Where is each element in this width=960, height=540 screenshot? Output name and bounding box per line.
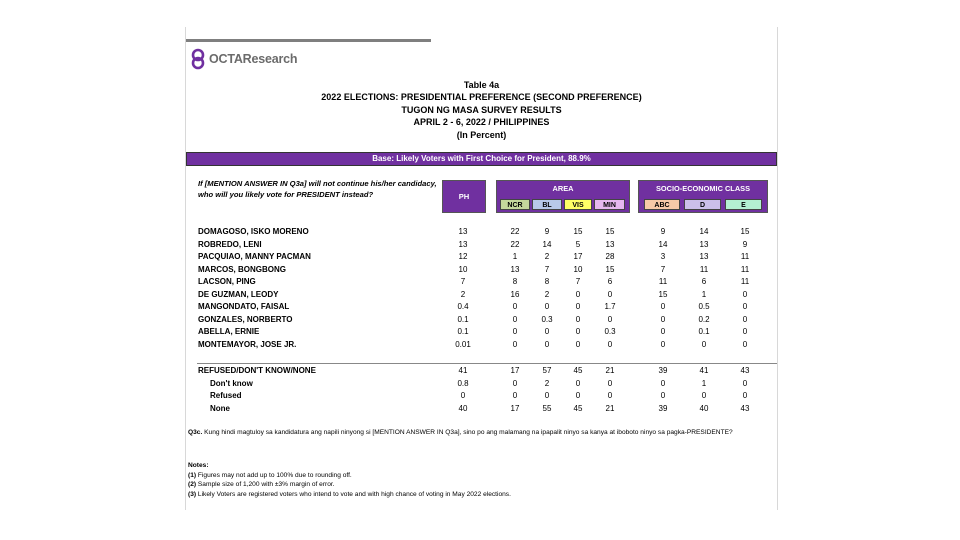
cell-d: 13	[699, 239, 709, 249]
cell-vis: 7	[575, 277, 581, 287]
cell-e: 0	[742, 391, 748, 401]
cell-d: 40	[699, 403, 709, 413]
note-2-num: (2)	[188, 481, 197, 489]
cell-min: 0	[607, 289, 613, 299]
table-title: 2022 ELECTIONS: PRESIDENTIAL PREFERENCE (SECOND PREFERENCE)	[321, 92, 642, 103]
cell-min: 21	[605, 403, 615, 413]
cell-d: 0.2	[698, 314, 710, 324]
table-row	[186, 276, 777, 288]
cell-d: 0.1	[698, 327, 710, 337]
survey-name: TUGON NG MASA SURVEY RESULTS	[401, 104, 562, 115]
cell-min: 0	[607, 339, 613, 349]
table-row	[186, 251, 777, 263]
cell-e: 43	[740, 366, 750, 375]
cell-bl: 55	[542, 403, 552, 413]
cell-e: 0	[742, 314, 748, 324]
cell-d: 41	[699, 366, 709, 375]
cell-ph: 41	[458, 366, 468, 375]
cell-d: 13	[699, 252, 709, 262]
cell-ncr: 8	[512, 277, 518, 287]
cell-e: 11	[740, 277, 750, 287]
cell-e: 15	[740, 227, 750, 236]
cell-ph: 13	[458, 227, 468, 236]
cell-vis: 45	[573, 366, 583, 375]
cell-bl: 9	[544, 227, 550, 236]
cell-abc: 0	[660, 339, 666, 349]
notes	[188, 461, 773, 499]
logo-text: OCTAResearch	[209, 52, 298, 66]
table-row	[186, 339, 777, 351]
cell-ncr: 17	[510, 366, 520, 375]
table-row	[186, 378, 777, 390]
table-row	[186, 403, 777, 415]
cell-e: 43	[740, 403, 750, 413]
report-page	[185, 27, 778, 510]
question-text: If [MENTION ANSWER IN Q3a] will not continue his/her candidacy, who will you likely vote for PRESIDENT instead?	[198, 179, 437, 199]
cell-d: 0	[701, 391, 707, 401]
area-header	[496, 180, 630, 213]
cell-abc: 14	[658, 239, 668, 249]
q3c-text: Kung hindi magtuloy sa kandidatura ang napili ninyong si [MENTION ANSWER IN Q3a], sino po ang malamang na ipapalit ninyo sa kanya at iboboto ninyo sa pagka-PRESIDENTE?	[204, 429, 733, 436]
table-row	[186, 326, 777, 338]
table-row	[186, 264, 777, 276]
cell-ncr: 0	[512, 378, 518, 388]
table-row	[186, 239, 777, 251]
row-label: MONTEMAYOR, JOSE JR.	[198, 339, 297, 349]
cell-vis: 17	[573, 252, 583, 262]
note-3-num: (3)	[188, 490, 197, 498]
cell-ncr: 16	[510, 289, 520, 299]
e-header: E	[725, 199, 762, 210]
cell-e: 11	[740, 264, 750, 274]
row-label: MANGONDATO, FAISAL	[198, 302, 290, 312]
cell-abc: 7	[660, 264, 666, 274]
cell-vis: 0	[575, 378, 581, 388]
d-header: D	[684, 199, 721, 210]
cell-min: 0	[607, 314, 613, 324]
cell-vis: 0	[575, 289, 581, 299]
row-label: DOMAGOSO, ISKO MORENO	[198, 227, 309, 236]
cell-ncr: 22	[510, 227, 520, 236]
row-label: ABELLA, ERNIE	[198, 327, 260, 337]
cell-abc: 0	[660, 391, 666, 401]
cell-bl: 7	[544, 264, 550, 274]
cell-vis: 15	[573, 227, 583, 236]
table-row	[186, 314, 777, 326]
cell-min: 28	[605, 252, 615, 262]
cell-min: 0.3	[604, 327, 616, 337]
cell-ph: 0	[460, 391, 466, 401]
cell-bl: 2	[544, 289, 550, 299]
cell-ncr: 0	[512, 314, 518, 324]
row-label: ROBREDO, LENI	[198, 239, 262, 249]
cell-ph: 7	[460, 277, 466, 287]
cell-min: 15	[605, 264, 615, 274]
note-1-num: (1)	[188, 471, 197, 479]
table-number: Table 4a	[463, 80, 500, 90]
cell-abc: 0	[660, 314, 666, 324]
cell-bl: 2	[544, 378, 550, 388]
cell-bl: 0.3	[541, 314, 553, 324]
row-label: Refused	[210, 391, 242, 401]
cell-ph: 0.8	[457, 378, 469, 388]
sec-header	[638, 180, 768, 213]
octa-logo	[188, 46, 297, 72]
base-bar: Base: Likely Voters with First Choice for President, 88.9%	[186, 152, 777, 166]
cell-e: 11	[740, 252, 750, 262]
note-3: Likely Voters are registered voters who intend to vote and with high chance of voting in May 2022 elections.	[197, 490, 511, 498]
cell-min: 21	[605, 366, 615, 375]
cell-ncr: 22	[510, 239, 520, 249]
cell-e: 9	[742, 239, 748, 249]
cell-d: 1	[701, 289, 707, 299]
cell-bl: 0	[544, 302, 550, 312]
cell-abc: 11	[658, 277, 668, 287]
cell-abc: 39	[658, 366, 668, 375]
cell-abc: 15	[658, 289, 668, 299]
table-row	[186, 365, 777, 377]
cell-e: 0	[742, 339, 748, 349]
bl-header: BL	[532, 199, 562, 210]
cell-d: 0.5	[698, 302, 710, 312]
cell-ph: 40	[458, 403, 468, 413]
cell-ncr: 0	[512, 339, 518, 349]
survey-date: APRIL 2 - 6, 2022 / PHILIPPINES	[413, 117, 550, 128]
cell-vis: 45	[573, 403, 583, 413]
cell-d: 0	[701, 339, 707, 349]
cell-vis: 0	[575, 302, 581, 312]
min-header: MIN	[594, 199, 625, 210]
cell-e: 0	[742, 289, 748, 299]
note-2: Sample size of 1,200 with ±3% margin of error.	[197, 481, 335, 489]
cell-vis: 10	[573, 264, 583, 274]
cell-ncr: 0	[512, 391, 518, 401]
cell-vis: 0	[575, 327, 581, 337]
row-label: None	[210, 403, 230, 413]
cell-bl: 8	[544, 277, 550, 287]
table-titles	[186, 79, 777, 141]
table-row	[186, 301, 777, 313]
cell-ph: 0.01	[455, 339, 471, 349]
cell-abc: 9	[660, 227, 666, 236]
cell-abc: 0	[660, 327, 666, 337]
ph-header: PH	[442, 180, 486, 213]
row-label: DE GUZMAN, LEODY	[198, 289, 279, 299]
cell-min: 0	[607, 378, 613, 388]
q3c-label: Q3c.	[188, 429, 203, 436]
cell-vis: 0	[575, 391, 581, 401]
cell-ph: 0.1	[457, 314, 469, 324]
cell-min: 0	[607, 391, 613, 401]
cell-d: 11	[699, 264, 709, 274]
row-label: MARCOS, BONGBONG	[198, 264, 286, 274]
cell-min: 13	[605, 239, 615, 249]
cell-bl: 0	[544, 339, 550, 349]
cell-bl: 57	[542, 366, 552, 375]
cell-abc: 3	[660, 252, 666, 262]
abc-header: ABC	[644, 199, 680, 210]
cell-min: 1.7	[604, 302, 616, 312]
vis-header: VIS	[564, 199, 592, 210]
cell-min: 15	[605, 227, 615, 236]
cell-d: 1	[701, 378, 707, 388]
cell-ph: 0.1	[457, 327, 469, 337]
row-label: PACQUIAO, MANNY PACMAN	[198, 252, 311, 262]
table-row	[186, 390, 777, 402]
sec-title: SOCIO-ECONOMIC CLASS	[655, 184, 751, 193]
row-label: GONZALES, NORBERTO	[198, 314, 293, 324]
cell-abc: 0	[660, 302, 666, 312]
cell-d: 14	[699, 227, 709, 236]
row-label: Don't know	[210, 378, 253, 388]
cell-vis: 0	[575, 339, 581, 349]
cell-bl: 0	[544, 327, 550, 337]
cell-ncr: 0	[512, 327, 518, 337]
cell-d: 6	[701, 277, 707, 287]
cell-ph: 12	[458, 252, 468, 262]
cell-ph: 0.4	[457, 302, 469, 312]
section-divider	[197, 363, 777, 364]
row-label: LACSON, PING	[198, 277, 256, 287]
note-1: Figures may not add up to 100% due to rounding off.	[197, 471, 352, 479]
cell-bl: 2	[544, 252, 550, 262]
area-title: AREA	[552, 184, 574, 193]
q3c-footnote	[188, 428, 773, 438]
cell-min: 6	[607, 277, 613, 287]
cell-vis: 0	[575, 314, 581, 324]
cell-ncr: 0	[512, 302, 518, 312]
cell-abc: 39	[658, 403, 668, 413]
cell-e: 0	[742, 327, 748, 337]
notes-title: Notes:	[188, 462, 209, 469]
table-row	[186, 289, 777, 301]
cell-ph: 2	[460, 289, 466, 299]
cell-ph: 13	[458, 239, 468, 249]
cell-ncr: 1	[512, 252, 518, 262]
cell-abc: 0	[660, 378, 666, 388]
cell-e: 0	[742, 378, 748, 388]
cell-bl: 14	[542, 239, 552, 249]
table-row	[186, 226, 777, 238]
cell-vis: 5	[575, 239, 581, 249]
cell-ncr: 17	[510, 403, 520, 413]
cell-ncr: 13	[510, 264, 520, 274]
cell-bl: 0	[544, 391, 550, 401]
cell-ph: 10	[458, 264, 468, 274]
row-label: REFUSED/DON'T KNOW/NONE	[198, 366, 316, 375]
unit-label: (In Percent)	[456, 129, 507, 140]
ncr-header: NCR	[500, 199, 530, 210]
top-divider	[186, 39, 431, 42]
octa-logo-icon	[188, 48, 208, 70]
cell-e: 0	[742, 302, 748, 312]
